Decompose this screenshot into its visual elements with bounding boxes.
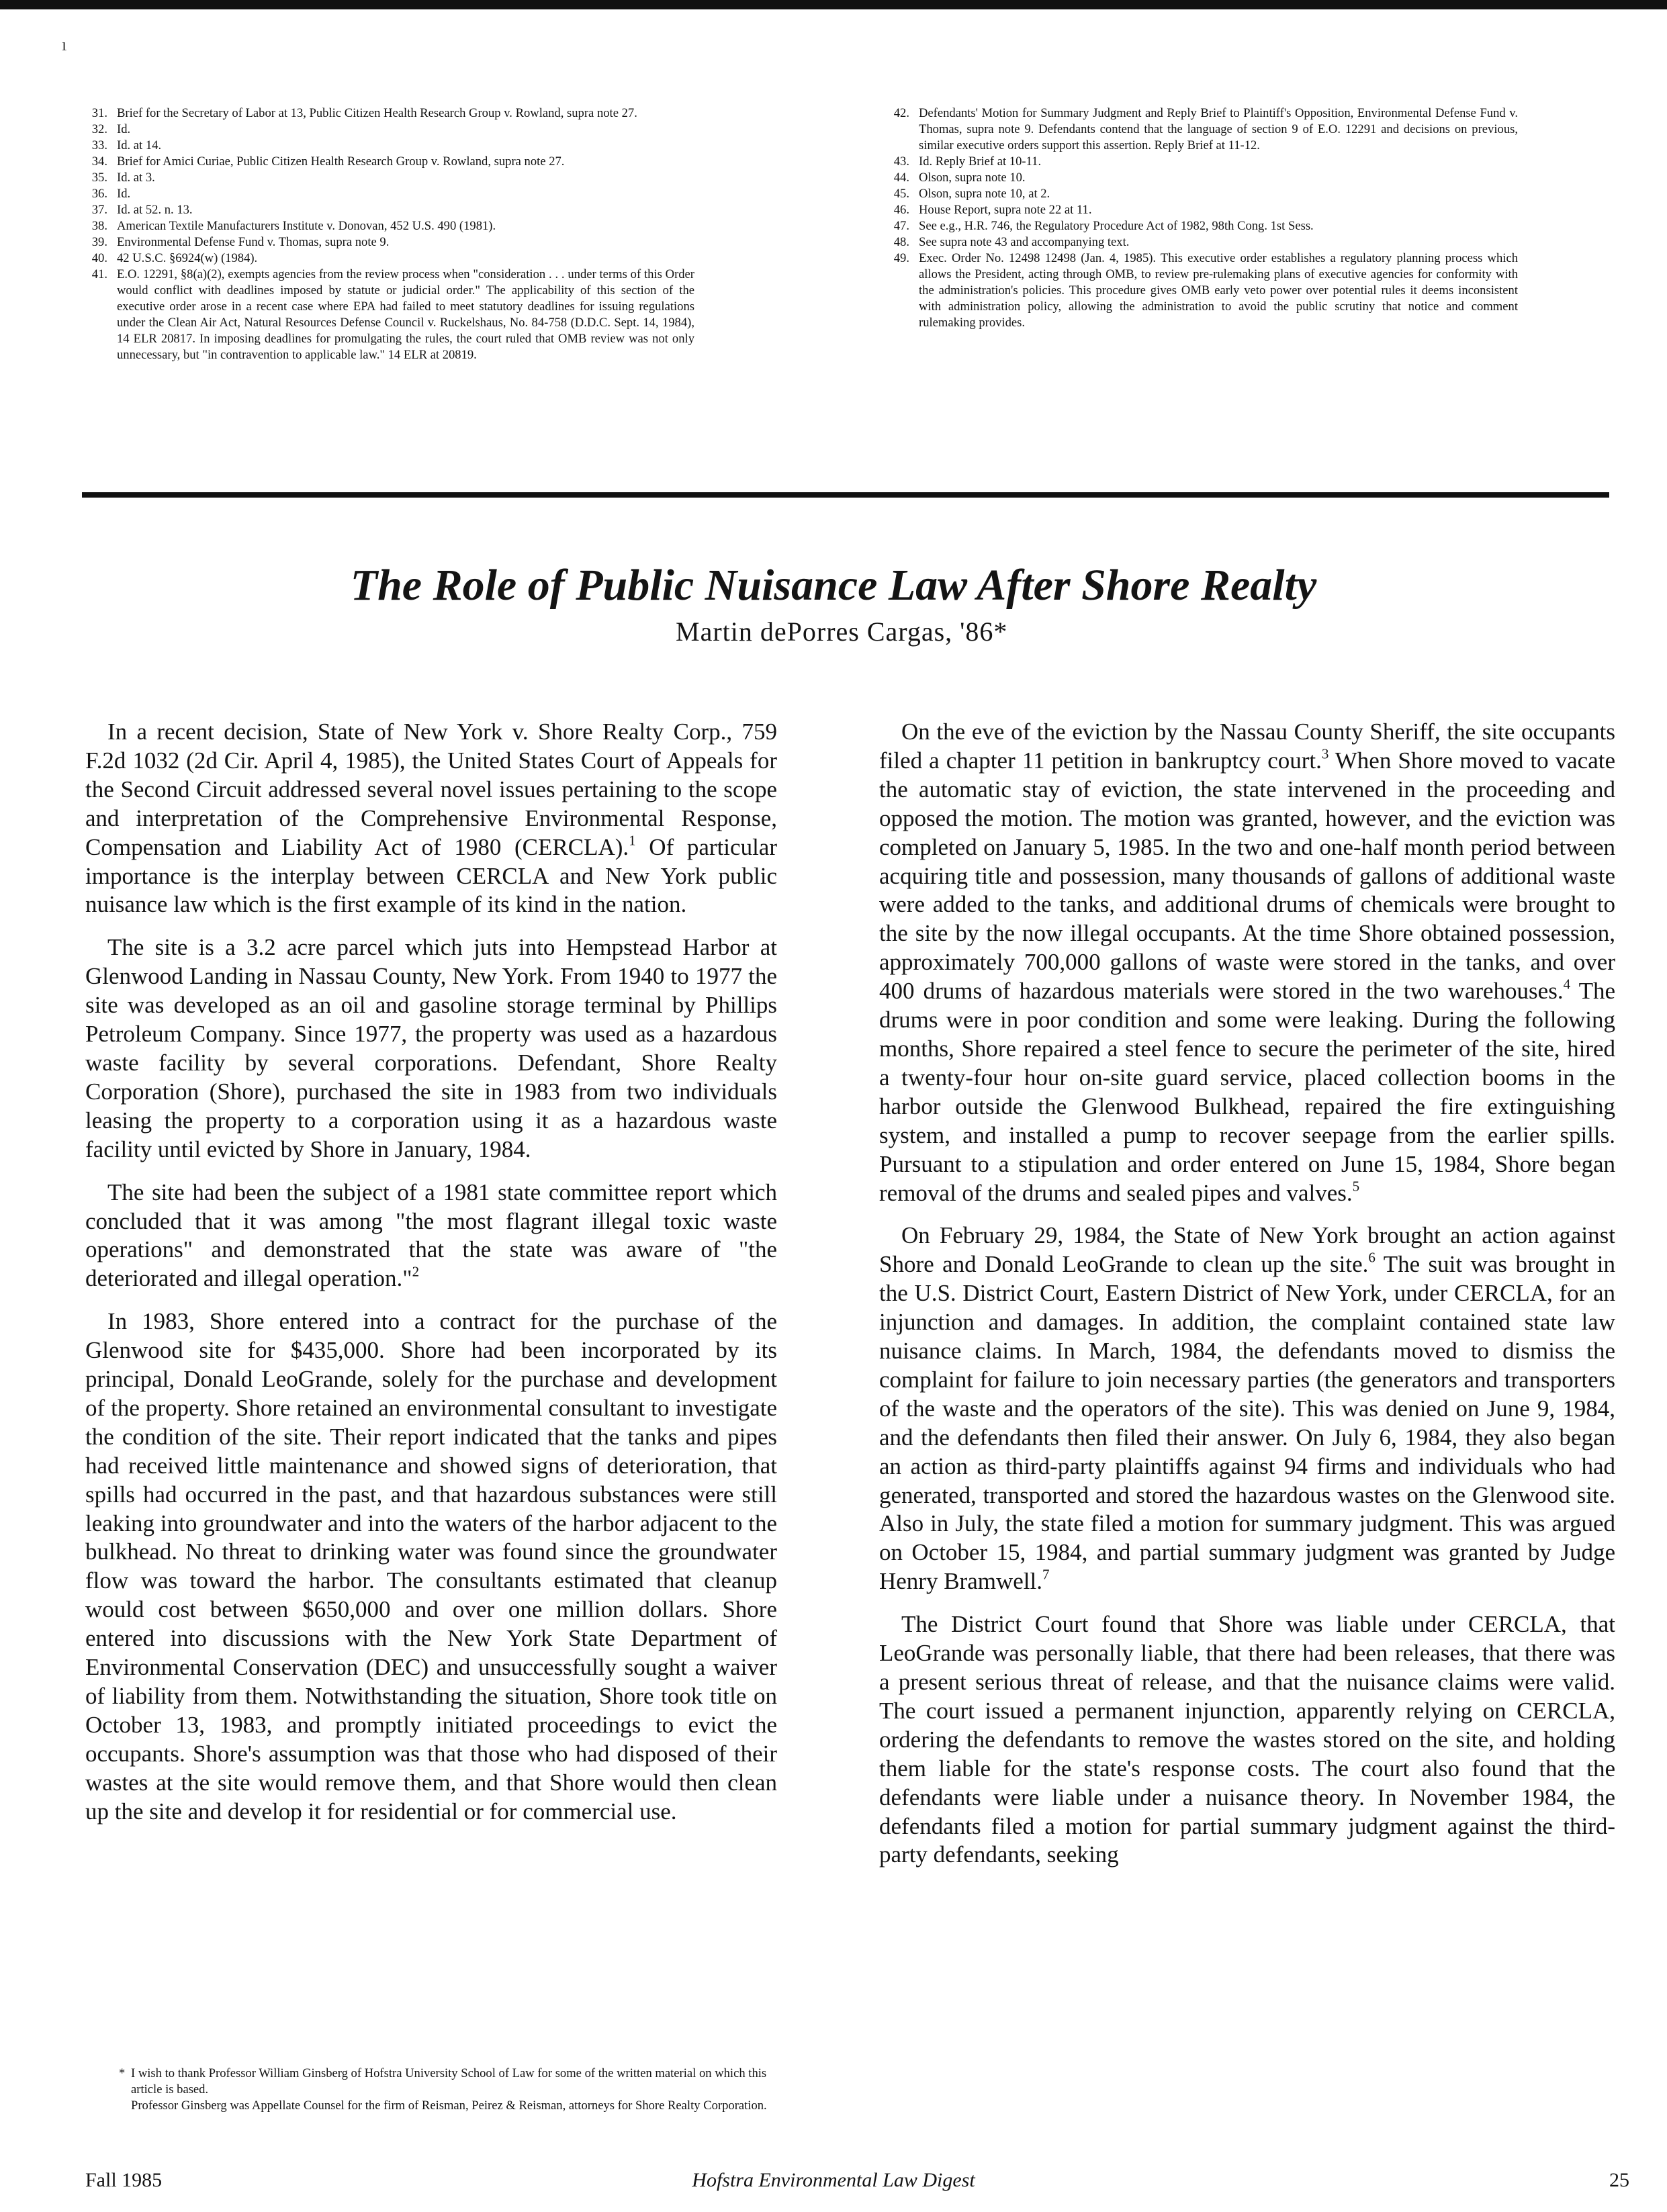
- footnote-item: [892, 186, 1518, 202]
- footnote-item: [90, 267, 694, 363]
- footnote-text: Id. at 3.: [117, 171, 155, 185]
- footnote-text: E.O. 12291, §8(a)(2), exempts agencies from the review process when "consideration . . . under terms of this Order would conflict with deadlines imposed by statute or judicial order." The applicability of this section of the executive order arose in a recent case where EPA had failed to meet statutory deadlines for issuing regulations under the Clean Air Act, Natural Resources Defense Council v. Ruckelshaus, No. 84-758 (D.D.C. Sept. 14, 1984), 14 ELR 20817. In imposing deadlines for promulgating the rules, the court ruled that OMB review was not only unnecessary, but "in contravention to applicable law." 14 ELR at 20819.: [117, 267, 694, 362]
- paragraph-text: The District Court found that Shore was liable under CERCLA, that LeoGrande was personally liable, that there had been releases, that there was a present serious threat of release, and that the nuisance claims were valid. The court issued a permanent injunction, apparently relying on CERCLA, ordering the defendants to remove the wastes stored on the site, and holding them liable for the state's response costs. The court also found that the defendants were liable under a nuisance theory. In November 1984, the defendants filed a motion for partial summary judgment against the third-party defendants, seeking: [879, 1611, 1615, 1868]
- footnote-text: Environmental Defense Fund v. Thomas, supra note 9.: [117, 235, 390, 249]
- footnote-item: [90, 202, 694, 218]
- paragraph-text: The site is a 3.2 acre parcel which juts into Hempstead Harbor at Glenwood Landing in Nassau County, New York. From 1940 to 1977 the site was developed as an oil and gasoline storage terminal by Phillips Petroleum Company. Since 1977, the property was used as a hazardous waste facility by several corporations. Defendant, Shore Realty Corporation (Shore), purchased the site in 1983 from two individuals leasing the property to a corporation using it as a hazardous waste facility until evicted by Shore in January, 1984.: [85, 934, 777, 1162]
- footnote-number: 49 .: [892, 250, 919, 331]
- footnote-item: [892, 218, 1518, 234]
- footnote-number: 47 .: [892, 218, 919, 234]
- footer-page-number: 25: [1609, 2169, 1629, 2191]
- footnote-number: 34 .: [90, 154, 117, 170]
- acknowledgment-note: Professor Ginsberg was Appellate Counsel for the firm of Reisman, Peirez & Reisman, attorneys for Shore Realty Corporation.: [131, 2099, 767, 2113]
- body-paragraph: [85, 1179, 777, 1294]
- author-footnote-mark: *: [993, 616, 1008, 647]
- top-edge-rule: [0, 0, 1667, 9]
- paragraph-text: The site had been the subject of a 1981 state committee report which concluded that it was among "the most flagrant illegal toxic waste operations" and demonstrated that the state was aware of "the deteriorated and illegal operation.": [85, 1179, 777, 1292]
- footnote-text: Id.: [117, 187, 131, 201]
- footnote-reference: 6: [1368, 1249, 1376, 1266]
- footnote-text: Brief for the Secretary of Labor at 13, Public Citizen Health Research Group v. Rowland, supra note 27.: [117, 106, 637, 120]
- footnote-item: [90, 122, 694, 138]
- footnote-item: [90, 170, 694, 186]
- footnotes-right-column: [892, 105, 1518, 331]
- footer-journal: Hofstra Environmental Law Digest: [692, 2169, 975, 2191]
- paragraph-text: When Shore moved to vacate the automatic stay of eviction, the state intervened in the proceeding and opposed the motion. The motion was granted, however, and the eviction was completed on January 5, 1985. In the two and one-half month period between acquiring title and possession, many thousands of gallons of additional waste were added to the tanks, and additional drums of chemicals were brought to the site by the now illegal occupants. At the time Shore obtained possession, approximately 700,000 gallons of waste were stored in the tanks, and over 400 drums of hazardous materials were stored in the two warehouses.: [879, 747, 1615, 1005]
- footnote-item: [892, 154, 1518, 170]
- footnote-number: 48 .: [892, 234, 919, 250]
- footer-issue: Fall 1985: [85, 2169, 163, 2191]
- article-title: The Role of Public Nuisance Law After Shore Realty: [350, 561, 1317, 610]
- footnote-text: Defendants' Motion for Summary Judgment and Reply Brief to Plaintiff's Opposition, Environmental Defense Fund v. Thomas, supra note 9. Defendants contend that the language of section 9 of E.O. 12291 and decisions on previous, similar executive orders support this assertion. Reply Brief at 11-12.: [919, 106, 1518, 152]
- article-column-right: [879, 718, 1615, 1884]
- footnotes-left-column: [90, 105, 694, 363]
- footnote-item: [892, 105, 1518, 154]
- body-paragraph: [85, 1307, 777, 1826]
- article-column-left: [85, 718, 777, 1841]
- footnote-text: Id.: [117, 122, 131, 136]
- footnote-reference: 5: [1352, 1177, 1360, 1194]
- footnote-item: [892, 250, 1518, 331]
- footnote-number: 38 .: [90, 218, 117, 234]
- footnote-number: 43 .: [892, 154, 919, 170]
- paragraph-text: On February 29, 1984, the State of New York brought an action against Shore and Donald LeoGrande to clean up the site.: [879, 1222, 1615, 1278]
- author-name: Martin dePorres Cargas, '86: [676, 616, 994, 647]
- footnote-item: [90, 218, 694, 234]
- footnote-item: [90, 138, 694, 154]
- footnote-reference: 7: [1042, 1566, 1050, 1583]
- footnote-text: See e.g., H.R. 746, the Regulatory Procedure Act of 1982, 98th Cong. 1st Sess.: [919, 219, 1314, 233]
- paragraph-text: Of particular importance is the interplay between CERCLA and New York public nuisance law which is the first example of its kind in the nation.: [85, 833, 777, 918]
- acknowledgment-mark: *: [119, 2066, 126, 2080]
- footnote-text: Brief for Amici Curiae, Public Citizen Health Research Group v. Rowland, supra note 27.: [117, 154, 565, 169]
- footnote-number: 35 .: [90, 170, 117, 186]
- footnote-text: See supra note 43 and accompanying text.: [919, 235, 1130, 249]
- footnote-reference: 1: [629, 831, 636, 848]
- paragraph-text: The suit was brought in the U.S. District Court, Eastern District of New York, under CERCLA, for an injunction and damages. In addition, the complaint contained state law nuisance claims. In March, 1984, the defendants moved to dismiss the complaint for failure to join necessary parties (the generators and transporters of the waste and the operators of the site). This was denied on June 9, 1984, and the defendants then filed their answer. On July 6, 1984, they also began an action as third-party plaintiffs against 94 firms and individuals who had generated, transported and stored the hazardous wastes on the Glenwood site. Also in July, the state filed a motion for summary judgment. This was argued on October 15, 1984, and partial summary judgment was granted by Judge Henry Bramwell.: [879, 1251, 1615, 1595]
- footnote-item: [90, 154, 694, 170]
- paragraph-text: On the eve of the eviction by the Nassau County Sheriff, the site occupants filed a chapter 11 petition in bankruptcy court.: [879, 719, 1615, 774]
- footnote-reference: 3: [1321, 745, 1329, 762]
- footnote-number: 32 .: [90, 122, 117, 138]
- footnote-item: [90, 250, 694, 267]
- acknowledgment-text: I wish to thank Professor William Ginsberg of Hofstra University School of Law for some of the written material on which this article is based.: [131, 2066, 767, 2096]
- body-paragraph: [85, 933, 777, 1164]
- footnote-number: 41 .: [90, 267, 117, 363]
- footnote-text: House Report, supra note 22 at 11.: [919, 203, 1092, 217]
- acknowledgment-footnote: [119, 2066, 782, 2114]
- footnote-number: 37 .: [90, 202, 117, 218]
- paragraph-text: In a recent decision, State of New York v. Shore Realty Corp., 759 F.2d 1032 (2d Cir. April 4, 1985), the United States Court of Appeals for the Second Circuit addressed several novel issues pertaining to the scope and interpretation of the Comprehensive Environmental Response, Compensation and Liability Act of 1980 (CERCLA).: [85, 719, 777, 860]
- footnote-number: 45 .: [892, 186, 919, 202]
- footnote-number: 46 .: [892, 202, 919, 218]
- byline: [676, 615, 1347, 649]
- footnote-text: Id. at 14.: [117, 138, 162, 152]
- footnote-number: 40 .: [90, 250, 117, 267]
- footnote-text: Olson, supra note 10.: [919, 171, 1026, 185]
- footnote-item: [892, 234, 1518, 250]
- body-paragraph: [879, 718, 1615, 1207]
- footnote-number: 39 .: [90, 234, 117, 250]
- body-paragraph: [85, 718, 777, 919]
- footnote-reference: 4: [1563, 976, 1571, 993]
- footnote-text: 42 U.S.C. §6924(w) (1984).: [117, 251, 258, 265]
- footnote-text: American Textile Manufacturers Institute v. Donovan, 452 U.S. 490 (1981).: [117, 219, 496, 233]
- section-divider: [82, 492, 1609, 498]
- margin-mark: ı: [62, 35, 67, 54]
- footnote-text: Exec. Order No. 12498 12498 (Jan. 4, 1985). This executive order establishes a regulatory planning process which allows the President, acting through OMB, to review pre-rulemaking plans of executive agencies for conformity with the administration's policies. This procedure gives OMB early veto power over potential rules it deems inconsistent with administration policy, allowing the administration to avoid the public scrutiny that notice and comment rulemaking provides.: [919, 251, 1518, 330]
- footnote-item: [892, 202, 1518, 218]
- footnote-text: Olson, supra note 10, at 2.: [919, 187, 1050, 201]
- body-paragraph: [879, 1222, 1615, 1596]
- footnote-item: [892, 170, 1518, 186]
- footnote-number: 31 .: [90, 105, 117, 122]
- footnote-item: [90, 186, 694, 202]
- body-paragraph: [879, 1610, 1615, 1870]
- footnote-reference: 2: [412, 1263, 420, 1280]
- footnote-item: [90, 234, 694, 250]
- paragraph-text: In 1983, Shore entered into a contract for the purchase of the Glenwood site for $435,000. Shore had been incorporated by its principal, Donald LeoGrande, solely for the purchase and development of the property. Shore retained an environmental consultant to investigate the condition of the site. Their report indicated that the tanks and pipes had received little maintenance and showed signs of deterioration, that spills had occurred in the past, and that hazardous substances were still leaking into groundwater and into the waters of the harbor adjacent to the bulkhead. No threat to drinking water was found since the groundwater flow was toward the harbor. The consultants estimated that cleanup would cost between $650,000 and over one million dollars. Shore entered into discussions with the New York State Department of Environmental Conservation (DEC) and unsuccessfully sought a waiver of liability from them. Notwithstanding the situation, Shore took title on October 13, 1983, and promptly initiated proceedings to evict the occupants. Shore's assumption was that those who had disposed of their wastes at the site would remove them, and that Shore would then clean up the site and develop it for residential or for commercial use.: [85, 1308, 777, 1825]
- footnote-text: Id. Reply Brief at 10-11.: [919, 154, 1042, 169]
- footnote-number: 42 .: [892, 105, 919, 154]
- footnote-item: [90, 105, 694, 122]
- footnote-number: 44 .: [892, 170, 919, 186]
- footnote-text: Id. at 52. n. 13.: [117, 203, 193, 217]
- paragraph-text: The drums were in poor condition and some were leaking. During the following months, Shore repaired a steel fence to secure the perimeter of the site, hired a twenty-four hour on-site guard service, placed collection booms in the harbor outside the Glenwood Bulkhead, repaired the fire extinguishing system, and installed a pump to recover seepage from the earlier spills. Pursuant to a stipulation and order entered on June 15, 1984, Shore began removal of the drums and sealed pipes and valves.: [879, 978, 1615, 1206]
- footnote-number: 33 .: [90, 138, 117, 154]
- footnote-number: 36 .: [90, 186, 117, 202]
